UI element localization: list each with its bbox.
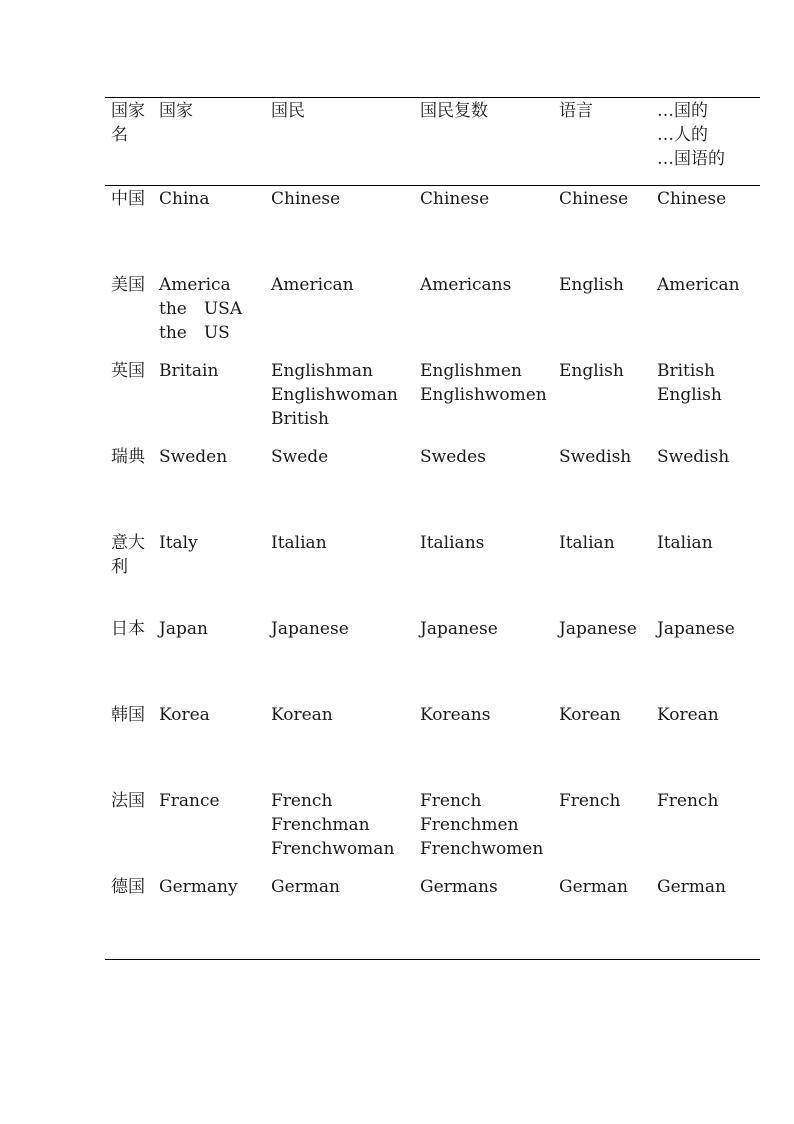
country-cell: France bbox=[159, 790, 220, 811]
country-cell: Korea bbox=[159, 704, 210, 725]
citizen-plural-cell: Japanese bbox=[420, 618, 498, 639]
country-cell: Japan bbox=[159, 618, 208, 639]
country-name-cell: 法国 bbox=[111, 790, 145, 811]
table-row bbox=[105, 444, 760, 530]
table-row bbox=[105, 186, 760, 272]
adjective-cell: Chinese bbox=[657, 189, 727, 209]
citizen-plural-cell: Italians bbox=[420, 532, 485, 553]
citizen-cell: Italian bbox=[271, 532, 327, 553]
table-row bbox=[105, 616, 760, 702]
table-row bbox=[105, 788, 760, 874]
country-name-cell: 中国 bbox=[111, 189, 145, 209]
language-cell: French bbox=[559, 790, 621, 811]
header-country: 国家 bbox=[159, 101, 193, 121]
citizen-cell: Japanese bbox=[271, 618, 349, 639]
header-citizen-plural: 国民复数 bbox=[420, 101, 488, 121]
citizen-cell: American bbox=[271, 274, 354, 295]
adjective-cell: Swedish bbox=[657, 446, 730, 467]
adjective-cell: Italian bbox=[657, 532, 713, 553]
table-row bbox=[105, 874, 760, 960]
table-row bbox=[105, 702, 760, 788]
citizen-plural-cell: Koreans bbox=[420, 704, 491, 725]
citizen-plural-cell: Germans bbox=[420, 876, 498, 897]
citizen-plural-cell: Englishmen Englishwomen bbox=[420, 360, 547, 405]
country-nationality-table bbox=[105, 97, 760, 960]
citizen-plural-cell: Americans bbox=[420, 274, 512, 295]
country-name-cell: 英国 bbox=[111, 360, 145, 381]
country-cell: Sweden bbox=[159, 446, 228, 467]
country-name-cell: 意大利 bbox=[111, 532, 145, 577]
language-cell: Japanese bbox=[559, 618, 637, 639]
country-cell: Italy bbox=[159, 532, 198, 553]
language-cell: Chinese bbox=[559, 189, 629, 209]
table-row bbox=[105, 358, 760, 444]
citizen-cell: Englishman Englishwoman British bbox=[271, 360, 398, 429]
citizen-plural-cell: Swedes bbox=[420, 446, 486, 467]
citizen-cell: German bbox=[271, 876, 340, 897]
adjective-cell: French bbox=[657, 790, 719, 811]
language-cell: English bbox=[559, 360, 624, 381]
header-language: 语言 bbox=[559, 101, 593, 121]
table-row bbox=[105, 530, 760, 616]
citizen-cell: French Frenchman Frenchwoman bbox=[271, 790, 395, 859]
header-citizen: 国民 bbox=[271, 101, 305, 121]
adjective-cell: British English bbox=[657, 360, 722, 405]
country-cell: America the USA the US bbox=[159, 274, 243, 343]
header-adjective: …国的 …人的 …国语的 bbox=[657, 101, 725, 169]
language-cell: Korean bbox=[559, 704, 621, 725]
language-cell: Swedish bbox=[559, 446, 632, 467]
country-name-cell: 日本 bbox=[111, 618, 145, 639]
language-cell: German bbox=[559, 876, 628, 897]
citizen-plural-cell: French Frenchmen Frenchwomen bbox=[420, 790, 544, 859]
table-row bbox=[105, 272, 760, 358]
table-header-row bbox=[105, 98, 760, 186]
language-cell: English bbox=[559, 274, 624, 295]
adjective-cell: Korean bbox=[657, 704, 719, 725]
citizen-cell: Swede bbox=[271, 446, 329, 467]
adjective-cell: American bbox=[657, 274, 740, 295]
country-name-cell: 德国 bbox=[111, 876, 145, 897]
country-name-cell: 美国 bbox=[111, 274, 145, 295]
citizen-cell: Chinese bbox=[271, 189, 341, 209]
country-cell: Germany bbox=[159, 876, 238, 897]
citizen-plural-cell: Chinese bbox=[420, 189, 490, 209]
header-country-name: 国家名 bbox=[111, 101, 145, 145]
language-cell: Italian bbox=[559, 532, 615, 553]
country-cell: China bbox=[159, 189, 210, 209]
country-name-cell: 瑞典 bbox=[111, 446, 145, 467]
citizen-cell: Korean bbox=[271, 704, 333, 725]
adjective-cell: German bbox=[657, 876, 726, 897]
country-name-cell: 韩国 bbox=[111, 704, 145, 725]
country-cell: Britain bbox=[159, 360, 219, 381]
adjective-cell: Japanese bbox=[657, 618, 735, 639]
